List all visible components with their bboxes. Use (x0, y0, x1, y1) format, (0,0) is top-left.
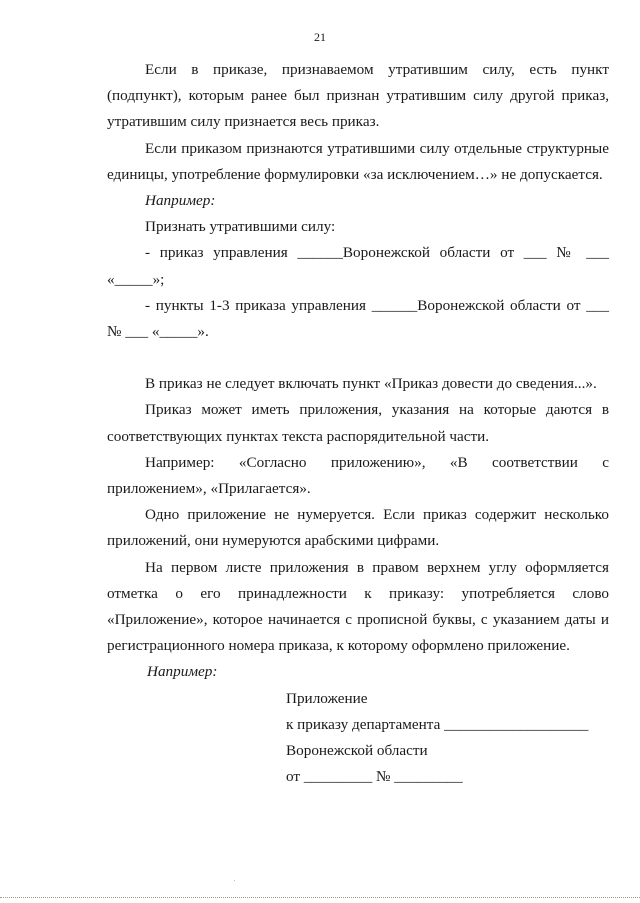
appendix-line-region: Воронежской области (286, 742, 428, 759)
page-number: 21 (314, 30, 326, 44)
blank-line (107, 345, 609, 371)
paragraph-repeal-heading: Признать утратившими силу: (145, 218, 336, 236)
paragraph-attachments: Приказ может иметь приложения, указания на которые даются в соответствующих пунктах текста распорядительной части. (107, 401, 609, 445)
appendix-line-date-number: от _________ № _________ (286, 768, 463, 785)
paragraph-repeal-clause: Если в приказе, признаваемом утратившим силу, есть пункт (подпункт), которым ранее был признан утратившим силу другой приказ, утратившим силу признается весь приказ. (107, 61, 609, 131)
list-item-order: - приказ управления ______Воронежской области от ___ № ___ «_____»; (107, 244, 609, 288)
paragraph-attachment-mark: На первом листе приложения в правом верхнем углу оформляется отметка о его принадлежности к приказу: употребляется слово «Приложение», которое начинается с прописной буквы, с указанием даты и регистрационного номера приказа, к которому оформлено приложение. (107, 558, 609, 655)
document-body (107, 57, 609, 686)
appendix-sample-block (286, 686, 588, 790)
scan-speck (234, 880, 235, 881)
paragraph-attachment-numbering: Одно приложение не нумеруется. Если приказ содержит несколько приложений, они нумеруются арабскими цифрами. (107, 506, 609, 550)
paragraph-attachment-examples: Например: «Согласно приложению», «В соответствии с приложением», «Прилагается». (107, 453, 609, 498)
appendix-line-order: к приказу департамента ___________________ (286, 716, 589, 733)
paragraph-no-notify-clause: В приказ не следует включать пункт «Приказ довести до сведения...». (145, 375, 597, 393)
example-label: Например: (145, 192, 216, 210)
appendix-line-title: Приложение (286, 690, 368, 707)
list-item-points: - пункты 1-3 приказа управления ______Воронежской области от ___ № ___ «_____». (107, 296, 609, 341)
page-bottom-edge (0, 897, 640, 899)
paragraph-structural-units: Если приказом признаются утратившими силу отдельные структурные единицы, употребление формулировки «за исключением…» не допускается. (107, 139, 609, 183)
example-label-2: Например: (147, 663, 218, 681)
